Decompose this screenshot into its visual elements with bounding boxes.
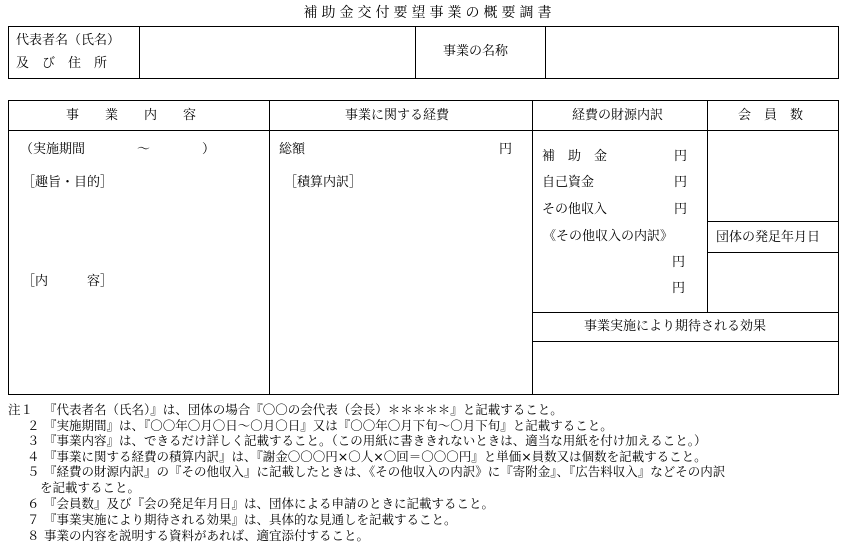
funding-subsidy-label: 補 助 金: [542, 149, 608, 164]
row-divider: [707, 252, 839, 253]
row-divider: [532, 312, 839, 313]
column-divider: [707, 100, 708, 312]
address-label: 及 び 住 所: [16, 56, 108, 71]
note-number: ７: [27, 512, 40, 527]
note-number: ４: [27, 449, 40, 464]
note-number: 注１: [8, 402, 34, 417]
funding-other-label: その他収入: [542, 202, 608, 217]
header-funding: 経費の財源内訳: [572, 108, 664, 123]
document-title: 補助金交付要望事業の概要調書: [303, 5, 556, 21]
header-expense: 事業に関する経費: [345, 108, 450, 123]
period-label: （実施期間 ～ ）: [20, 142, 216, 157]
note-text: 『経費の財源内訳』の『その他収入』に記載したときは、《その他収入の内訳》に『寄附金』、『広告料収入』などその内訳: [44, 464, 726, 479]
note-text: 『実施期間』は、『〇〇年〇月〇日～〇月〇日』又は『〇〇年〇月下旬～〇月下旬』と記載すること。: [44, 418, 613, 433]
note-number: ２: [27, 418, 40, 433]
header-content: 事 業 内 容: [66, 108, 197, 123]
funding-own-unit: 円: [674, 175, 688, 190]
note-text: 『事業実施により期待される効果』は、具体的な見通しを記載すること。: [44, 512, 457, 527]
note-number: ６: [27, 496, 40, 511]
divider: [415, 26, 416, 79]
note-number: ８: [27, 528, 40, 543]
note-text: 『事業に関する経費の積算内訳』は、『謝金〇〇〇円×〇人×〇回＝〇〇〇円』と単価×員数又は個数を記載すること。: [44, 449, 707, 464]
other-income-unit-2: 円: [672, 281, 686, 296]
note-text: 『会員数』及び『会の発足年月日』は、団体による申請のときに記載すること。: [44, 496, 495, 511]
funding-subsidy-unit: 円: [674, 149, 688, 164]
estimate-label: ［積算内訳］: [284, 175, 363, 190]
founding-date-label: 団体の発足年月日: [716, 230, 821, 245]
header-divider: [8, 130, 839, 131]
other-income-detail-label: 《その他収入の内訳》: [543, 229, 674, 244]
purpose-label: ［趣旨・目的］: [22, 175, 114, 190]
detail-label: ［内 容］: [22, 274, 114, 289]
representative-label: 代表者名（氏名）: [16, 33, 121, 48]
total-unit: 円: [499, 142, 513, 157]
note-number: ５: [27, 464, 40, 479]
note-number: ３: [27, 433, 40, 448]
note-text: 『代表者名（氏名）』は、団体の場合『〇〇の会代表（会長）＊＊＊＊＊』と記載すること。: [44, 402, 563, 417]
funding-other-unit: 円: [674, 202, 688, 217]
funding-own-label: 自己資金: [542, 175, 595, 190]
project-name-field[interactable]: [546, 27, 838, 78]
note-text: 『事業内容』は、できるだけ詳しく記載すること。（この用紙に書ききれないときは、適当な用紙を付け加えること。）: [44, 433, 707, 448]
other-income-unit-1: 円: [672, 255, 686, 270]
total-label: 総額: [279, 142, 306, 157]
effect-label: 事業実施により期待される効果: [584, 319, 767, 334]
row-divider: [707, 221, 839, 222]
column-divider: [269, 100, 270, 395]
column-divider: [532, 100, 533, 395]
row-divider: [532, 341, 839, 342]
representative-field[interactable]: [140, 27, 415, 78]
note-text-continued: を記載すること。: [40, 480, 141, 495]
project-name-label: 事業の名称: [443, 44, 509, 59]
note-text: 事業の内容を説明する資料があれば、適宜添付すること。: [44, 528, 370, 543]
header-members: 会 員 数: [738, 108, 804, 123]
